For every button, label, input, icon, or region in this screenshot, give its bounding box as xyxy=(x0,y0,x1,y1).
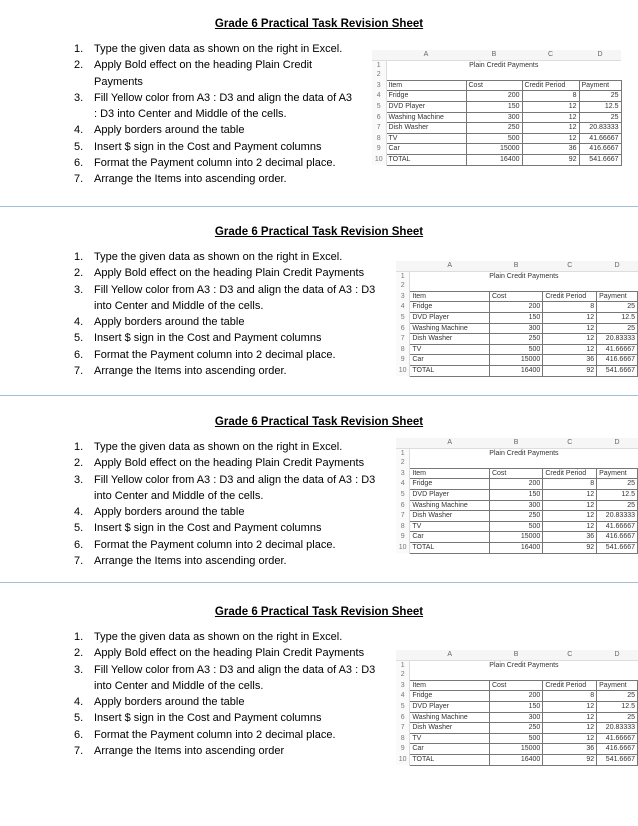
task-item: Insert $ sign in the Cost and Payment columns xyxy=(94,332,322,345)
table-cell: 250 xyxy=(466,123,522,134)
row-number: 8 xyxy=(372,133,386,144)
table-cell: Dish Washer xyxy=(410,723,490,734)
task-item: Insert $ sign in the Cost and Payment columns xyxy=(94,140,322,153)
table-cell: 12 xyxy=(543,511,597,522)
table-cell: 8 xyxy=(543,302,597,313)
row-number: 3 xyxy=(372,80,386,91)
table-cell: 36 xyxy=(543,355,597,366)
row-number: 1 xyxy=(396,448,410,458)
table-cell: Washing Machine xyxy=(386,112,466,123)
row-number: 8 xyxy=(396,521,410,532)
table-cell: Washing Machine xyxy=(410,323,490,334)
table-cell: 12 xyxy=(522,112,579,123)
row-number: 4 xyxy=(396,691,410,702)
row-number: 5 xyxy=(396,701,410,712)
row-number: 3 xyxy=(396,291,410,302)
table-cell: DVD Player xyxy=(386,101,466,112)
revision-sheet-2 xyxy=(0,208,638,398)
table-cell: 20.83333 xyxy=(597,334,638,345)
revision-sheet-3 xyxy=(0,398,638,588)
task-item: Apply Bold effect on the heading Plain Credit Payments xyxy=(94,59,313,88)
task-item: Arrange the Items into ascending order. xyxy=(94,365,287,378)
table-cell: 36 xyxy=(543,532,597,543)
row-number: 9 xyxy=(396,744,410,755)
table-cell: 416.6667 xyxy=(597,532,638,543)
column-letter: D xyxy=(597,438,638,448)
task-item: Insert $ sign in the Cost and Payment columns xyxy=(94,712,322,725)
revision-sheet-4 xyxy=(0,588,638,778)
table-cell: 150 xyxy=(489,312,542,323)
task-item: Apply borders around the table xyxy=(94,696,245,709)
table-cell: 92 xyxy=(522,154,579,165)
table-cell: 12 xyxy=(522,133,579,144)
row-number: 2 xyxy=(396,281,410,291)
column-letter: A xyxy=(386,50,466,60)
header-cell: Cost xyxy=(466,80,522,91)
table-cell: 8 xyxy=(522,91,579,102)
header-cell: Credit Period xyxy=(522,80,579,91)
header-cell: Payment xyxy=(579,80,621,91)
task-list xyxy=(74,41,356,188)
table-cell: 25 xyxy=(597,479,638,490)
task-item: Arrange the Items into ascending order xyxy=(94,745,285,758)
table-cell: 12 xyxy=(543,312,597,323)
table-cell: 20.83333 xyxy=(597,723,638,734)
section-divider xyxy=(0,206,638,207)
table-cell: 12 xyxy=(543,489,597,500)
row-number: 10 xyxy=(396,542,410,553)
table-cell: 15000 xyxy=(489,355,542,366)
column-letter: A xyxy=(410,261,490,271)
task-item: Fill Yellow color from A3 : D3 and align the data of A3 : D3 into Center and Middle of the cells. xyxy=(94,663,376,692)
table-cell: 8 xyxy=(543,479,597,490)
table-cell: 150 xyxy=(489,489,542,500)
column-letter: A xyxy=(410,650,490,660)
table-cell: 150 xyxy=(466,101,522,112)
row-number: 2 xyxy=(372,70,386,80)
table-cell: 250 xyxy=(489,511,542,522)
row-number: 6 xyxy=(396,712,410,723)
table-cell: 36 xyxy=(543,744,597,755)
row-number: 2 xyxy=(396,458,410,468)
row-number: 7 xyxy=(396,511,410,522)
table-cell: Car xyxy=(410,532,490,543)
table-cell: 250 xyxy=(489,723,542,734)
row-number: 2 xyxy=(396,670,410,680)
table-cell: Dish Washer xyxy=(410,334,490,345)
table-cell: 25 xyxy=(597,302,638,313)
table-cell: 41.66667 xyxy=(579,133,621,144)
row-number: 4 xyxy=(396,479,410,490)
table-cell: 41.66667 xyxy=(597,733,638,744)
task-item: Format the Payment column into 2 decimal place. xyxy=(94,348,336,361)
table-cell: DVD Player xyxy=(410,312,490,323)
revision-sheet-1 xyxy=(0,0,638,190)
table-cell: Fridge xyxy=(410,691,490,702)
table-cell: 16400 xyxy=(489,542,542,553)
table-cell: Washing Machine xyxy=(410,712,490,723)
table-cell: 250 xyxy=(489,334,542,345)
table-cell: 12 xyxy=(543,500,597,511)
table-cell: 8 xyxy=(543,691,597,702)
table-cell: 200 xyxy=(489,302,542,313)
task-item: Format the Payment column into 2 decimal place. xyxy=(94,157,336,170)
table-cell: 92 xyxy=(543,542,597,553)
row-number: 1 xyxy=(396,660,410,670)
table-cell: 25 xyxy=(597,323,638,334)
table-cell: 12.5 xyxy=(597,701,638,712)
task-list xyxy=(74,439,384,569)
table-cell: 16400 xyxy=(489,365,542,376)
table-cell: 15000 xyxy=(489,532,542,543)
row-number: 6 xyxy=(396,323,410,334)
row-number: 1 xyxy=(372,60,386,70)
sheet-title: Grade 6 Practical Task Revision Sheet xyxy=(214,416,424,428)
row-number: 9 xyxy=(396,532,410,543)
row-number: 4 xyxy=(396,302,410,313)
table-cell: Fridge xyxy=(410,479,490,490)
table-cell: 500 xyxy=(466,133,522,144)
column-letter: B xyxy=(489,438,542,448)
table-cell: Dish Washer xyxy=(410,511,490,522)
row-number: 7 xyxy=(372,123,386,134)
table-cell: Car xyxy=(410,744,490,755)
spreadsheet-image xyxy=(396,438,638,554)
sheet-heading: Plain Credit Payments xyxy=(469,61,539,69)
row-number: 5 xyxy=(396,312,410,323)
table-cell: 500 xyxy=(489,521,542,532)
table-cell: 416.6667 xyxy=(597,355,638,366)
table-cell: 25 xyxy=(597,500,638,511)
sheet-title: Grade 6 Practical Task Revision Sheet xyxy=(214,226,424,238)
column-letter: C xyxy=(543,650,597,660)
task-item: Fill Yellow color from A3 : D3 and align the data of A3 : D3 into Center and Middle of the cells. xyxy=(94,91,353,121)
table-cell: 12.5 xyxy=(597,312,638,323)
table-cell: Fridge xyxy=(410,302,490,313)
column-letter: B xyxy=(489,650,542,660)
table-cell: 12 xyxy=(543,334,597,345)
table-cell: 416.6667 xyxy=(597,744,638,755)
header-cell: Payment xyxy=(597,680,638,691)
row-number: 1 xyxy=(396,271,410,281)
table-cell: 200 xyxy=(489,691,542,702)
task-item: Apply borders around the table xyxy=(94,506,245,519)
table-cell: Washing Machine xyxy=(410,500,490,511)
table-cell: TOTAL xyxy=(410,754,490,765)
table-cell: 36 xyxy=(522,144,579,155)
table-cell: 12 xyxy=(522,101,579,112)
header-cell: Payment xyxy=(597,291,638,302)
table-cell: 15000 xyxy=(489,744,542,755)
header-cell: Cost xyxy=(489,468,542,479)
row-number: 8 xyxy=(396,733,410,744)
task-item: Apply Bold effect on the heading Plain Credit Payments xyxy=(94,647,365,660)
header-cell: Cost xyxy=(489,291,542,302)
row-number: 9 xyxy=(396,355,410,366)
column-letter: D xyxy=(597,650,638,660)
task-item: Type the given data as shown on the right in Excel. xyxy=(94,251,343,263)
table-cell: TV xyxy=(386,133,466,144)
task-list xyxy=(74,249,384,379)
task-item: Type the given data as shown on the right in Excel. xyxy=(94,441,343,453)
column-letter: D xyxy=(597,261,638,271)
table-cell: 16400 xyxy=(466,154,522,165)
table-cell: TV xyxy=(410,344,490,355)
section-divider xyxy=(0,395,638,396)
table-cell: Fridge xyxy=(386,91,466,102)
table-cell: 500 xyxy=(489,733,542,744)
table-cell: 16400 xyxy=(489,754,542,765)
table-cell: 12 xyxy=(543,733,597,744)
table-cell: 300 xyxy=(466,112,522,123)
table-cell: TV xyxy=(410,733,490,744)
row-number: 5 xyxy=(396,489,410,500)
row-number: 6 xyxy=(372,112,386,123)
table-cell: Car xyxy=(386,144,466,155)
task-list xyxy=(74,629,384,759)
table-cell: DVD Player xyxy=(410,701,490,712)
table-cell: 300 xyxy=(489,500,542,511)
task-item: Apply borders around the table xyxy=(94,124,245,137)
table-cell: 12 xyxy=(522,123,579,134)
table-cell: 200 xyxy=(466,91,522,102)
table-cell: 500 xyxy=(489,344,542,355)
table-cell: TOTAL xyxy=(386,154,466,165)
sheet-heading: Plain Credit Payments xyxy=(489,661,559,669)
task-item: Insert $ sign in the Cost and Payment columns xyxy=(94,522,322,535)
task-item: Fill Yellow color from A3 : D3 and align the data of A3 : D3 into Center and Middle of the cells. xyxy=(94,283,376,312)
header-cell: Item xyxy=(410,468,490,479)
table-cell: 541.6667 xyxy=(579,154,621,165)
table-cell: TV xyxy=(410,521,490,532)
table-cell: 541.6667 xyxy=(597,365,638,376)
header-cell: Credit Period xyxy=(543,680,597,691)
table-cell: 416.6667 xyxy=(579,144,621,155)
row-number: 10 xyxy=(396,754,410,765)
sheet-title: Grade 6 Practical Task Revision Sheet xyxy=(214,18,424,30)
table-cell: 25 xyxy=(579,112,621,123)
table-cell: 12.5 xyxy=(597,489,638,500)
row-number: 3 xyxy=(396,680,410,691)
table-cell: 12 xyxy=(543,723,597,734)
column-letter: A xyxy=(410,438,490,448)
table-cell: 300 xyxy=(489,323,542,334)
table-cell: 41.66667 xyxy=(597,344,638,355)
table-cell: 15000 xyxy=(466,144,522,155)
header-cell: Item xyxy=(410,680,490,691)
row-number: 3 xyxy=(396,468,410,479)
row-number: 5 xyxy=(372,101,386,112)
table-cell: 541.6667 xyxy=(597,542,638,553)
row-number: 9 xyxy=(372,144,386,155)
table-cell: TOTAL xyxy=(410,542,490,553)
task-item: Format the Payment column into 2 decimal place. xyxy=(94,538,336,551)
table-cell: 25 xyxy=(597,712,638,723)
row-number: 10 xyxy=(396,365,410,376)
row-number: 7 xyxy=(396,723,410,734)
table-cell: 150 xyxy=(489,701,542,712)
table-cell: TOTAL xyxy=(410,365,490,376)
table-cell: 92 xyxy=(543,754,597,765)
task-item: Apply Bold effect on the heading Plain Credit Payments xyxy=(94,457,365,470)
header-cell: Cost xyxy=(489,680,542,691)
header-cell: Credit Period xyxy=(543,291,597,302)
table-cell: 12 xyxy=(543,712,597,723)
row-number: 6 xyxy=(396,500,410,511)
header-cell: Credit Period xyxy=(543,468,597,479)
task-item: Type the given data as shown on the right in Excel. xyxy=(94,631,343,643)
spreadsheet-image xyxy=(396,650,638,766)
table-cell: 92 xyxy=(543,365,597,376)
task-item: Type the given data as shown on the right in Excel. xyxy=(94,43,343,55)
sheet-heading: Plain Credit Payments xyxy=(489,449,559,457)
task-item: Fill Yellow color from A3 : D3 and align the data of A3 : D3 into Center and Middle of the cells. xyxy=(94,473,376,502)
table-cell: Dish Washer xyxy=(386,123,466,134)
table-cell: 541.6667 xyxy=(597,754,638,765)
table-cell: 200 xyxy=(489,479,542,490)
column-letter: B xyxy=(489,261,542,271)
table-cell: 300 xyxy=(489,712,542,723)
header-cell: Item xyxy=(410,291,490,302)
task-item: Arrange the Items into ascending order. xyxy=(94,555,287,568)
header-cell: Item xyxy=(386,80,466,91)
table-cell: 41.66667 xyxy=(597,521,638,532)
table-cell: 25 xyxy=(579,91,621,102)
section-divider xyxy=(0,582,638,583)
row-number: 10 xyxy=(372,154,386,165)
table-cell: 20.83333 xyxy=(597,511,638,522)
table-cell: 25 xyxy=(597,691,638,702)
table-cell: DVD Player xyxy=(410,489,490,500)
row-number: 7 xyxy=(396,334,410,345)
table-cell: 20.83333 xyxy=(579,123,621,134)
column-letter: B xyxy=(466,50,522,60)
sheet-title: Grade 6 Practical Task Revision Sheet xyxy=(214,606,424,618)
column-letter: D xyxy=(579,50,621,60)
table-cell: 12 xyxy=(543,323,597,334)
table-cell: 12 xyxy=(543,521,597,532)
column-letter: C xyxy=(543,261,597,271)
row-number: 8 xyxy=(396,344,410,355)
column-letter: C xyxy=(543,438,597,448)
task-item: Format the Payment column into 2 decimal place. xyxy=(94,728,336,741)
table-cell: 12 xyxy=(543,701,597,712)
task-item: Apply borders around the table xyxy=(94,316,245,329)
table-cell: 12 xyxy=(543,344,597,355)
task-item: Apply Bold effect on the heading Plain Credit Payments xyxy=(94,267,365,280)
task-item: Arrange the Items into ascending order. xyxy=(94,173,287,186)
spreadsheet-image xyxy=(396,261,638,377)
table-cell: 12.5 xyxy=(579,101,621,112)
column-letter: C xyxy=(522,50,579,60)
sheet-heading: Plain Credit Payments xyxy=(489,272,559,280)
header-cell: Payment xyxy=(597,468,638,479)
spreadsheet-image xyxy=(372,50,622,166)
table-cell: Car xyxy=(410,355,490,366)
row-number: 4 xyxy=(372,91,386,102)
